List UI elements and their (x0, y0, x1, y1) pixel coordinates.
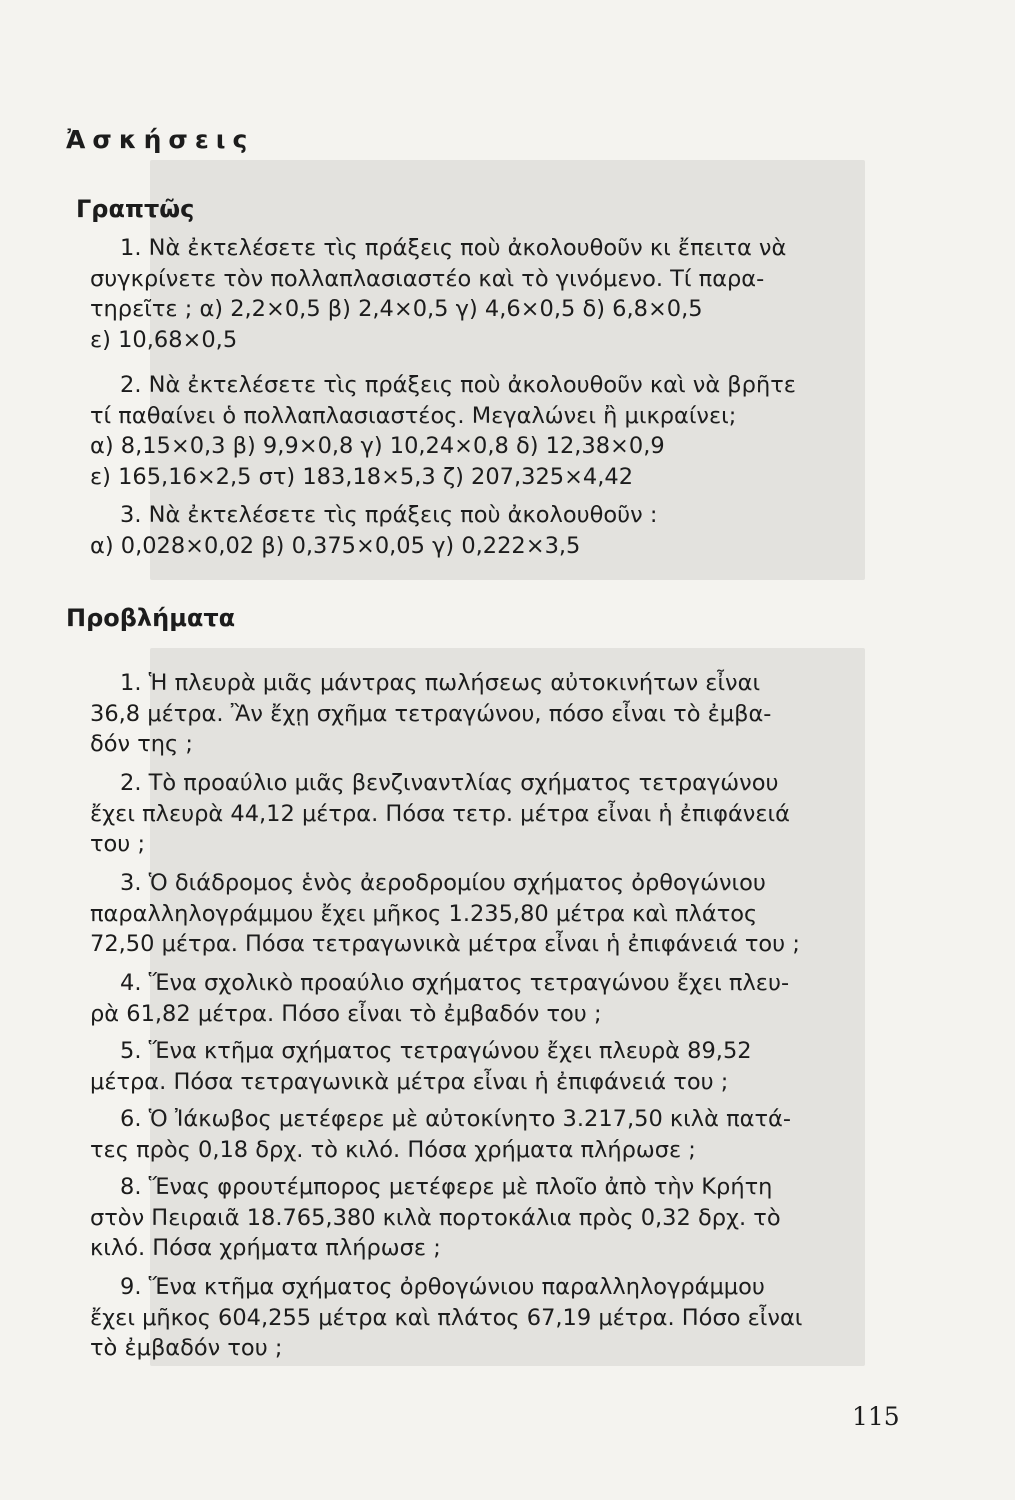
problem-line: 8. Ἕνας φρουτέμπορος μετέφερε μὲ πλοῖο ἀπὸ τὴν Κρήτη (120, 1174, 773, 1200)
problem-5 (90, 1036, 870, 1097)
exercise-line: ε) 165,16×2,5 στ) 183,18×5,3 ζ) 207,325×4,42 (90, 463, 634, 490)
page-number: 115 (852, 1402, 900, 1431)
main-heading: Ἀσκήσεις (66, 125, 255, 154)
problem-line: κιλό. Πόσα χρήματα πλήρωσε ; (90, 1235, 441, 1261)
problem-2 (90, 768, 870, 860)
problem-line: ἔχει μῆκος 604,255 μέτρα καὶ πλάτος 67,19 μέτρα. Πόσο εἶναι (90, 1304, 803, 1331)
exercise-line: α) 8,15×0,3 β) 9,9×0,8 γ) 10,24×0,8 δ) 12,38×0,9 (90, 433, 665, 459)
section-heading-problems: Προβλήματα (66, 604, 236, 632)
problem-line: 3. Ὁ διάδρομος ἑνὸς ἀεροδρομίου σχήματος ὀρθογώνιου (120, 870, 766, 896)
problem-6 (90, 1104, 870, 1165)
section-heading-written: Γραπτῶς (76, 195, 195, 223)
written-exercise-3 (90, 500, 870, 561)
problem-3 (90, 868, 870, 960)
problem-line: μέτρα. Πόσα τετραγωνικὰ μέτρα εἶναι ἡ ἐπιφάνειά του ; (90, 1068, 729, 1095)
problem-4 (90, 968, 870, 1029)
problem-1 (90, 668, 870, 760)
exercise-line: συγκρίνετε τὸν πολλαπλασιαστέο καὶ τὸ γινόμενο. Τί παρα- (90, 265, 765, 292)
problem-line: παραλληλογράμμου ἔχει μῆκος 1.235,80 μέτρα καὶ πλάτος (90, 900, 758, 927)
exercise-line: τηρεῖτε ; α) 2,2×0,5 β) 2,4×0,5 γ) 4,6×0,5 δ) 6,8×0,5 (90, 296, 703, 322)
problem-line: 2. Τὸ προαύλιο μιᾶς βενζιναντλίας σχήματος τετραγώνου (120, 770, 779, 796)
written-exercise-2 (90, 370, 870, 492)
problem-line: 1. Ἡ πλευρὰ μιᾶς μάντρας πωλήσεως αὐτοκινήτων εἶναι (120, 670, 761, 696)
problem-line: του ; (90, 831, 146, 857)
problem-line: 72,50 μέτρα. Πόσα τετραγωνικὰ μέτρα εἶναι ἡ ἐπιφάνειά του ; (90, 931, 800, 957)
problem-line: 6. Ὁ Ἰάκωβος μετέφερε μὲ αὐτοκίνητο 3.217,50 κιλὰ πατά- (120, 1106, 791, 1132)
problem-line: ἔχει πλευρὰ 44,12 μέτρα. Πόσα τετρ. μέτρα εἶναι ἡ ἐπιφάνειά (90, 800, 790, 827)
problem-9 (90, 1272, 870, 1364)
problem-line: 5. Ἕνα κτῆμα σχήματος τετραγώνου ἔχει πλευρὰ 89,52 (120, 1038, 752, 1064)
exercise-line: τί παθαίνει ὁ πολλαπλασιαστέος. Μεγαλώνει ἢ μικραίνει; (90, 402, 737, 429)
problem-line: στὸν Πειραιᾶ 18.765,380 κιλὰ πορτοκάλια πρὸς 0,32 δρχ. τὸ (90, 1204, 781, 1231)
written-exercise-1 (90, 233, 870, 355)
problem-line: δόν της ; (90, 731, 193, 757)
problem-line: 36,8 μέτρα. Ἂν ἔχῃ σχῆμα τετραγώνου, πόσο εἶναι τὸ ἐμβα- (90, 700, 772, 727)
exercise-line: α) 0,028×0,02 β) 0,375×0,05 γ) 0,222×3,5 (90, 532, 581, 559)
problem-line: ρὰ 61,82 μέτρα. Πόσο εἶναι τὸ ἐμβαδόν του ; (90, 1000, 602, 1027)
exercise-line: 1. Νὰ ἐκτελέσετε τὶς πράξεις ποὺ ἀκολουθοῦν κι ἔπειτα νὰ (120, 235, 787, 261)
problem-line: 4. Ἕνα σχολικὸ προαύλιο σχήματος τετραγώνου ἔχει πλευ- (120, 970, 790, 996)
problem-line: 9. Ἕνα κτῆμα σχήματος ὀρθογώνιου παραλληλογράμμου (120, 1274, 765, 1300)
exercise-line: 3. Νὰ ἐκτελέσετε τὶς πράξεις ποὺ ἀκολουθοῦν : (120, 502, 658, 528)
exercise-line: 2. Νὰ ἐκτελέσετε τὶς πράξεις ποὺ ἀκολουθοῦν καὶ νὰ βρῆτε (120, 372, 796, 398)
problem-8 (90, 1172, 870, 1264)
problem-line: τὸ ἐμβαδόν του ; (90, 1335, 283, 1361)
problem-line: τες πρὸς 0,18 δρχ. τὸ κιλό. Πόσα χρήματα πλήρωσε ; (90, 1136, 696, 1163)
exercise-line: ε) 10,68×0,5 (90, 326, 238, 353)
